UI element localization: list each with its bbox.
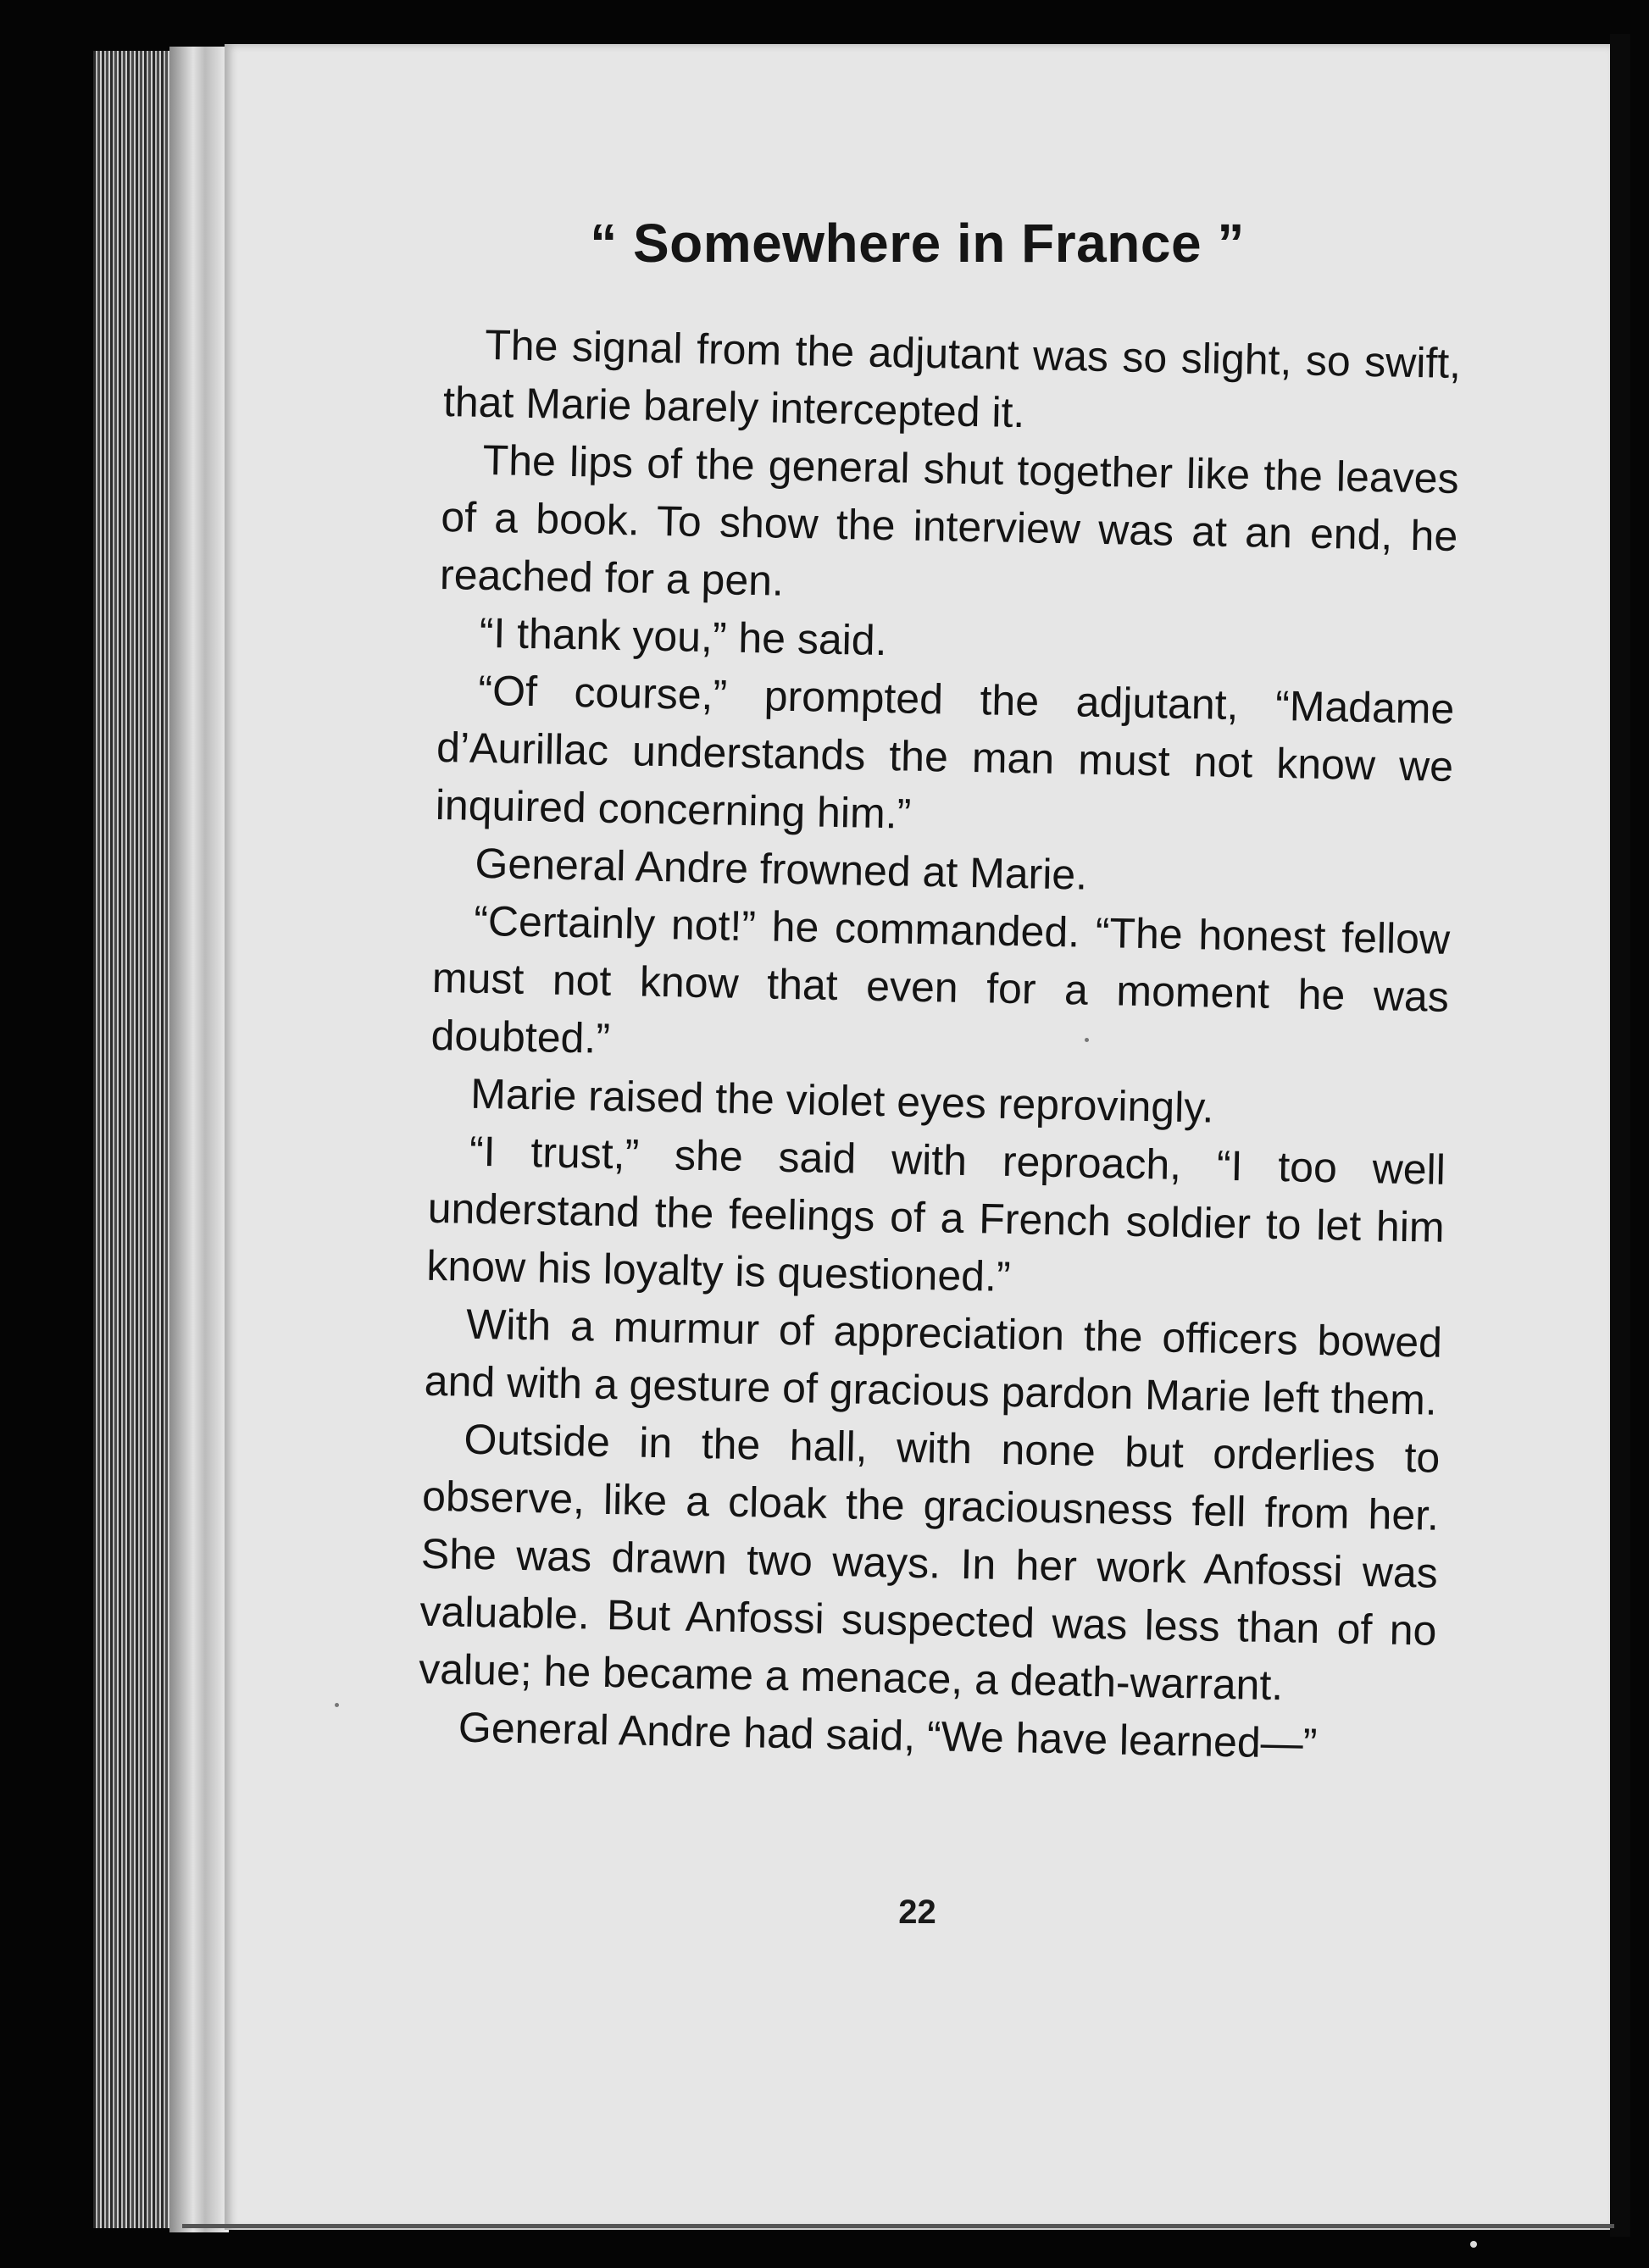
- book-page-edges-highlight: [169, 47, 229, 2232]
- paragraph: “I thank you,” he said.: [479, 608, 888, 665]
- paragraph: The signal from the adjutant was so slight, so swift, that Marie barely intercepted it.: [442, 320, 1462, 437]
- paper-speck: [1470, 2241, 1477, 2248]
- page-right-shadow: [1610, 34, 1630, 2237]
- body-text: [417, 315, 1461, 1775]
- page-number: 22: [898, 1894, 936, 1931]
- page-bottom-edge: [182, 2224, 1614, 2228]
- paragraph: The lips of the general shut together like the leaves of a book. To show the interview was at an end, he reached for a pen.: [439, 435, 1460, 605]
- paragraph: “Certainly not!” he commanded. “The honest fellow must not know that even for a moment he was doubted.”: [430, 896, 1451, 1062]
- paragraph: Outside in the hall, with none but orderlies to observe, like a cloak the graciousness fell from her. She was drawn two ways. In her work Anfossi was valuable. But Anfossi suspected was less than of no value; he became a menace, a death-warrant.: [418, 1415, 1441, 1710]
- paragraph: With a murmur of appreciation the officers bowed and with a gesture of gracious pardon Marie left them.: [424, 1300, 1443, 1424]
- running-head: “ Somewhere in France ”: [590, 213, 1245, 274]
- paper-speck: [335, 1703, 339, 1707]
- paragraph: General Andre frowned at Marie.: [475, 839, 1088, 899]
- paragraph: “I trust,” she said with reproach, “I too well understand the feelings of a French soldier to let him know his loyalty is questioned.”: [425, 1127, 1446, 1301]
- paragraph: General Andre had said, “We have learned—”: [458, 1703, 1318, 1768]
- paragraph: “Of course,” prompted the adjutant, “Madame d’Aurillac understands the man must not know we inquired concerning him.”: [435, 666, 1455, 838]
- paper-speck: [1085, 1038, 1089, 1042]
- paragraph: Marie raised the violet eyes reprovingly.: [469, 1069, 1214, 1132]
